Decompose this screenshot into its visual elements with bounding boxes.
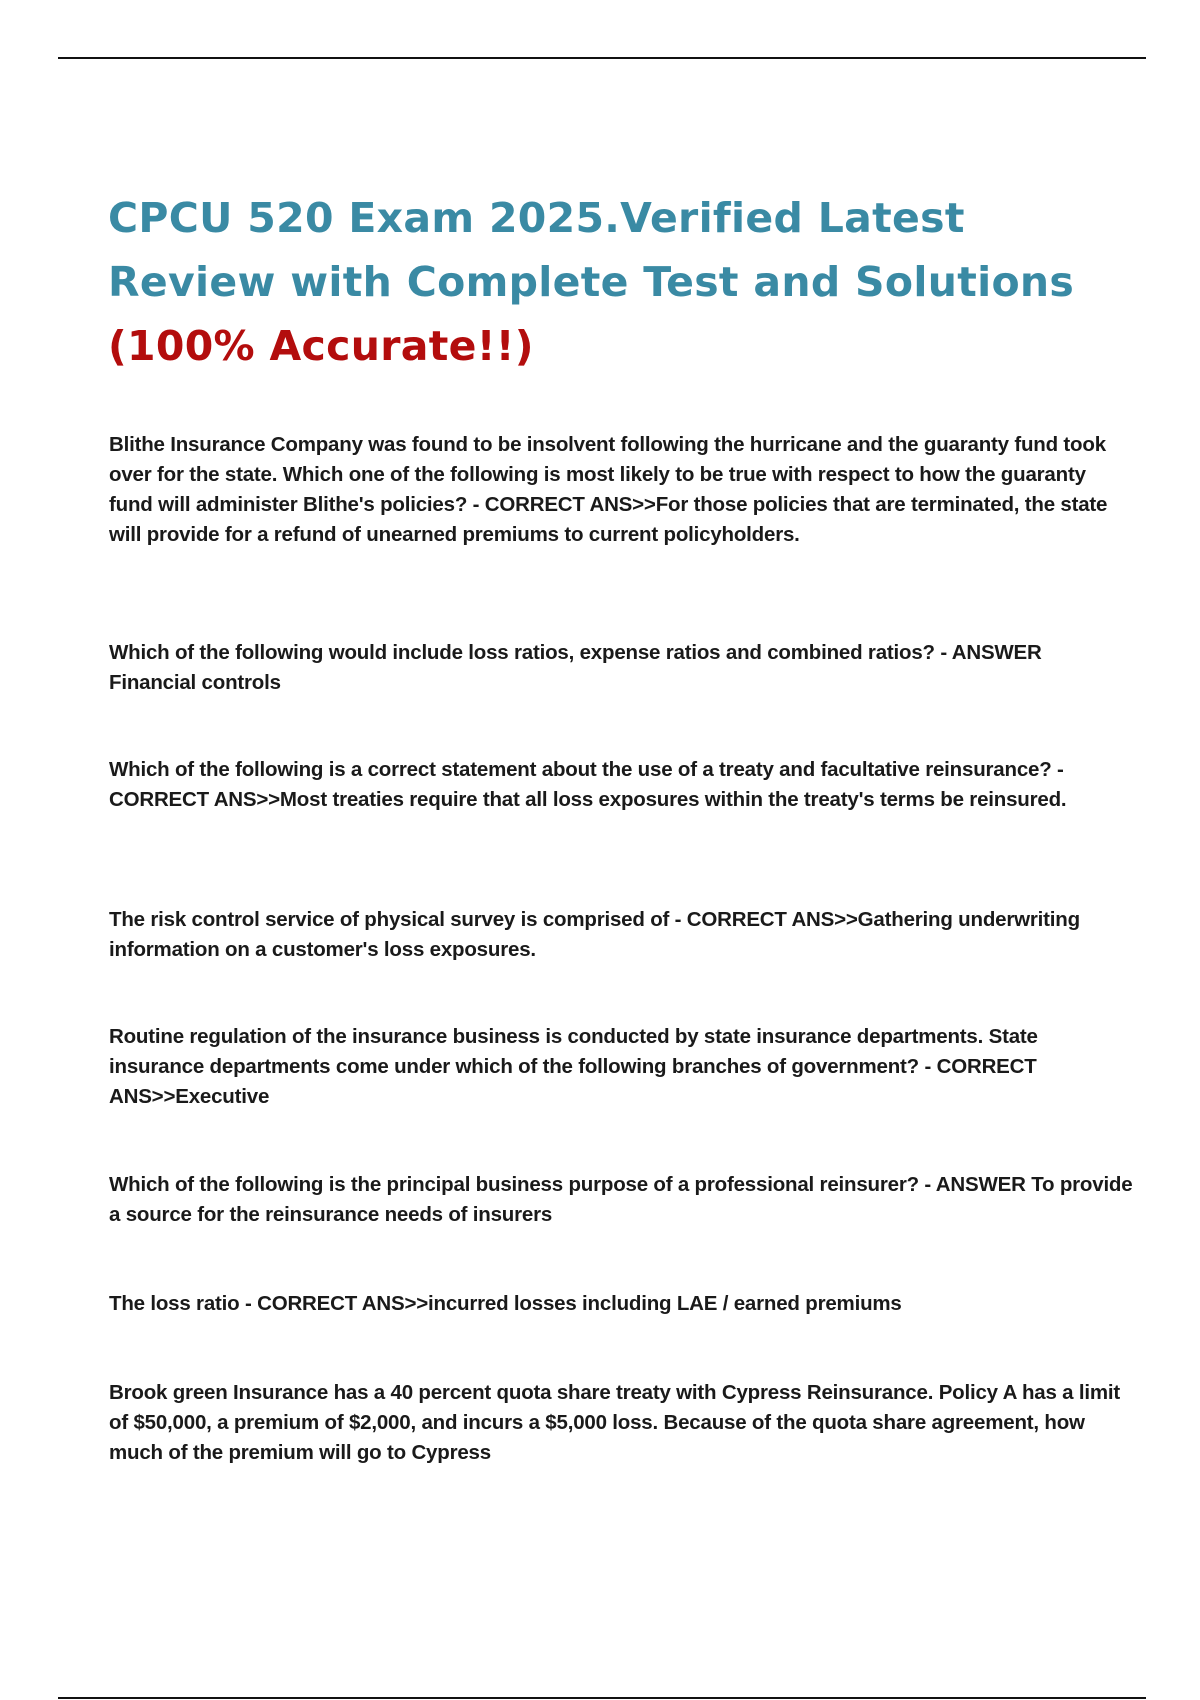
qa-item-5: Routine regulation of the insurance business is conducted by state insurance departments. State insurance departments come under which of the following branches of government? - CORRECT ANS>>Executive — [109, 1025, 1038, 1108]
qa-item-2: Which of the following would include loss ratios, expense ratios and combined ratios? - ANSWER Financial controls — [109, 641, 1042, 694]
title-line-3: (100% Accurate!!) — [108, 322, 534, 370]
qa-item-4: The risk control service of physical survey is comprised of - CORRECT ANS>>Gathering underwriting information on a customer's loss exposures. — [109, 908, 1080, 961]
qa-item-7: The loss ratio - CORRECT ANS>>incurred losses including LAE / earned premiums — [109, 1292, 902, 1315]
top-rule — [58, 57, 1146, 59]
title-line-1: CPCU 520 Exam 2025.Verified Latest — [108, 194, 965, 242]
qa-item-8: Brook green Insurance has a 40 percent quota share treaty with Cypress Reinsurance. Policy A has a limit of $50,000, a premium of $2,000, and incurs a $5,000 loss. Because of the quota share agreement, how much of the premium will go to Cypress — [109, 1381, 1121, 1464]
qa-item-1: Blithe Insurance Company was found to be insolvent following the hurricane and the guaranty fund took over for the state. Which one of the following is most likely to be true with respect to how the guaranty fund will administer Blithe's policies? - CORRECT ANS>>For those policies that are terminated, the state will provide for a refund of unearned premiums to current policyholders. — [109, 433, 1108, 546]
document-title — [108, 186, 1168, 378]
qa-item-6: Which of the following is the principal business purpose of a professional reinsurer? - ANSWER To provide a source for the reinsurance needs of insurers — [109, 1173, 1133, 1226]
qa-item-3: Which of the following is a correct statement about the use of a treaty and facultative reinsurance? - CORRECT ANS>>Most treaties require that all loss exposures within the treaty's terms be reinsured. — [109, 758, 1067, 811]
title-line-2: Review with Complete Test and Solutions — [108, 258, 1075, 306]
bottom-rule — [58, 1697, 1146, 1699]
